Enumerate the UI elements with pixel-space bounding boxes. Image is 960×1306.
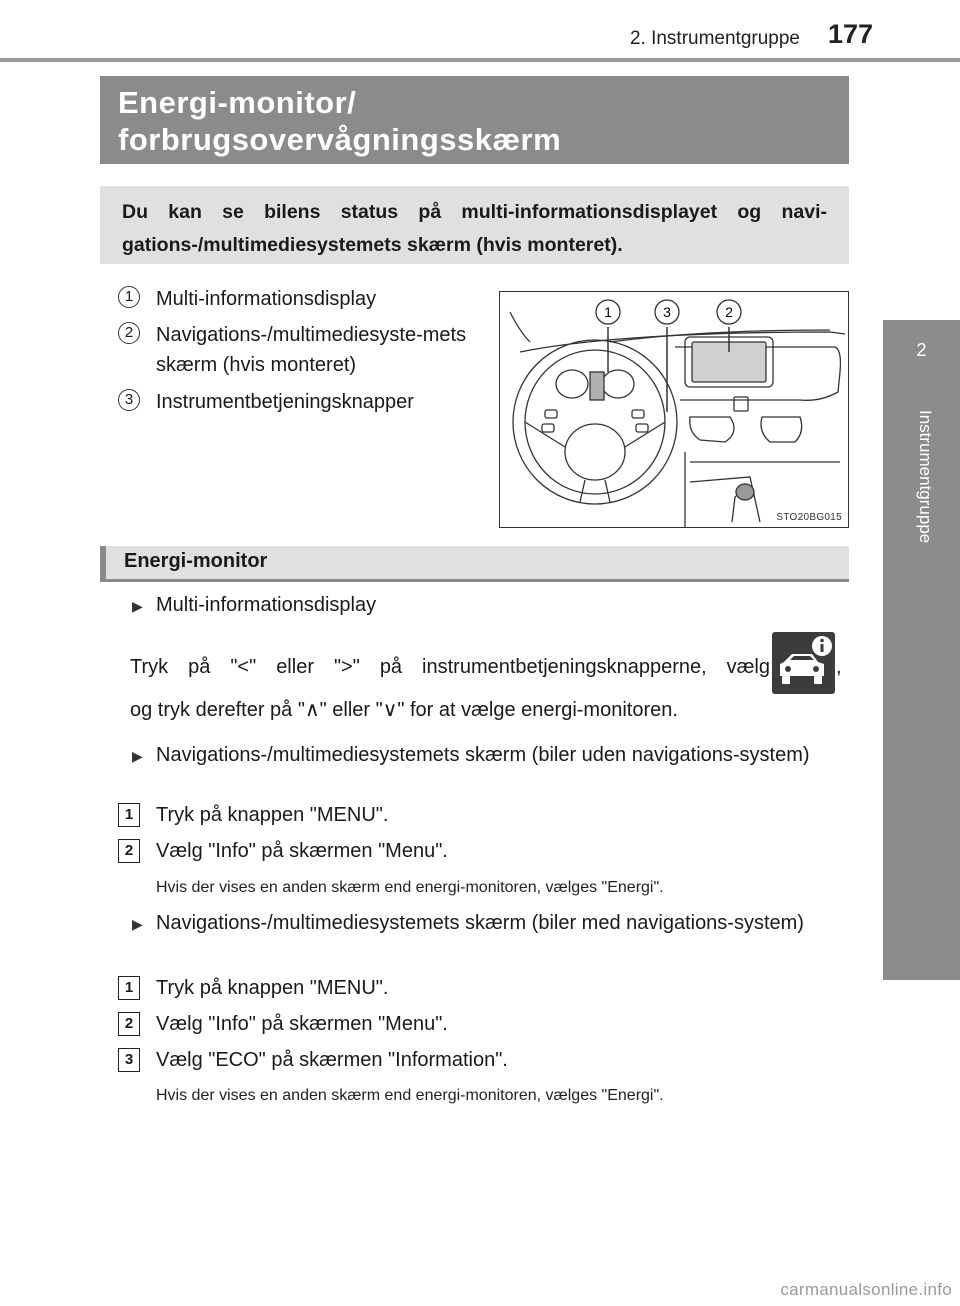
step-number: 2 [118,839,140,863]
page-title-box [100,76,849,164]
chapter-side-tab [883,320,960,980]
callout-number: 3 [118,389,140,411]
intro-text: Du kan se bilens status på multi-informationsdisplayet og navi-gations-/multimediesystemets skærm (hvis monteret). [122,201,827,256]
section-subheading-text: Energi-monitor [124,550,268,572]
step-number: 1 [118,803,140,827]
step-text: Tryk på knappen "MENU". [156,804,389,826]
callout-number: 2 [118,322,140,344]
section-note: Hvis der vises en anden skærm end energi-monitoren, vælges "Energi". [156,879,664,896]
page-title [118,84,831,158]
page-number: 177 [828,19,874,49]
figure-label: 1 [604,304,612,320]
step-number: 2 [118,1012,140,1036]
watermark: carmanualsonline.info [780,1280,952,1299]
section-heading: Navigations-/multimediesystemets skærm (biler uden navigations-system) [156,744,810,766]
callout-number: 1 [118,286,140,308]
section-paragraph: og tryk derefter på "∧" eller "∨" for at vælge energi-monitoren. [130,699,678,721]
triangle-bullet-icon: ▶ [132,598,143,614]
page-title-line-2: forbrugsovervågningsskærm [118,122,562,157]
triangle-bullet-icon: ▶ [132,916,143,932]
page-title-line-1: Energi-monitor/ [118,85,357,120]
chapter-label: Instrumentgruppe [916,410,935,544]
step-number: 1 [118,976,140,1000]
figure-label: 3 [663,304,671,320]
callout-text: Multi-informationsdisplay [156,288,377,310]
section-subheading [100,546,849,582]
section-note: Hvis der vises en anden skærm end energi-monitoren, vælges "Energi". [156,1087,664,1104]
triangle-bullet-icon: ▶ [132,748,143,764]
dashboard-illustration [499,291,849,528]
header-divider [0,58,960,62]
step-text: Tryk på knappen "MENU". [156,977,389,999]
section-paragraph-end: , [836,656,842,678]
intro-box [100,186,849,264]
dashboard-drawing [500,292,849,528]
callout-text: Navigations-/multimediesyste-mets skærm (hvis monteret) [156,324,467,376]
step-number: 3 [118,1048,140,1072]
step-text: Vælg "Info" på skærmen "Menu". [156,1013,448,1035]
running-header-section: 2. Instrumentgruppe [629,28,800,49]
step-text: Vælg "ECO" på skærmen "Information". [156,1049,508,1071]
chapter-number: 2 [916,340,927,360]
section-paragraph: Tryk på "<" eller ">" på instrumentbetjeningsknapperne, vælg [130,656,770,678]
figure-code: STO20BG015 [776,512,842,523]
section-heading: Multi-informationsdisplay [156,594,377,616]
step-text: Vælg "Info" på skærmen "Menu". [156,840,448,862]
callout-text: Instrumentbetjeningsknapper [156,391,414,413]
figure-label: 2 [725,304,733,320]
section-heading: Navigations-/multimediesystemets skærm (biler med navigations-system) [156,912,804,934]
car-info-icon [772,632,835,694]
